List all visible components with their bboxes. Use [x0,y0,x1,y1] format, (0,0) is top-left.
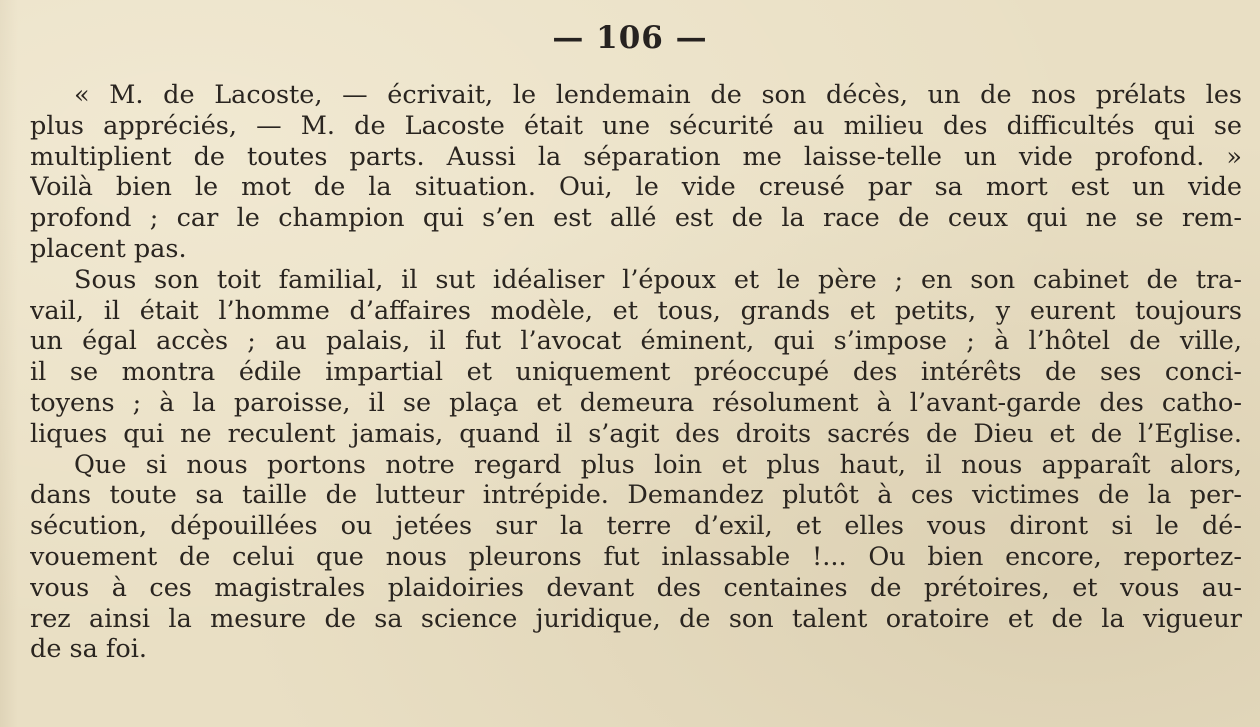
text-line: il se montra édile impartial et uniquement préoccupé des intérêts de ses conci- [30,357,1242,388]
text-line: liques qui ne reculent jamais, quand il s’agit des droits sacrés de Dieu et de l’Eglise. [30,418,1242,449]
page-number: — 106 — [552,20,708,56]
text-line: rez ainsi la mesure de sa science juridique, de son talent oratoire et de la vigueur [30,603,1242,634]
text-line: vouement de celui que nous pleurons fut inlassable !... Ou bien encore, reportez- [30,541,1242,572]
text-line: toyens ; à la paroisse, il se plaça et demeura résolument à l’avant-garde des catho- [30,387,1242,418]
text-line: vail, il était l’homme d’affaires modèle, et tous, grands et petits, y eurent toujours [30,295,1242,326]
text-line: multiplient de toutes parts. Aussi la séparation me laisse-telle un vide profond. » [30,141,1242,172]
text-line: placent pas. [30,233,187,264]
text-line: « M. de Lacoste, — écrivait, le lendemain de son décès, un de nos prélats les [74,80,1242,110]
text-line: de sa foi. [30,634,147,665]
text-line: sécution, dépouillées ou jetées sur la terre d’exil, et elles vous diront si le dé- [30,511,1242,542]
body-text [30,80,1242,665]
text-line: Sous son toit familial, il sut idéaliser l’époux et le père ; en son cabinet de tra- [74,264,1242,295]
text-line: profond ; car le champion qui s’en est allé est de la race de ceux qui ne se rem- [30,203,1242,234]
text-line: vous à ces magistrales plaidoiries devant des centaines de prétoires, et vous au- [30,572,1242,603]
text-line: Voilà bien le mot de la situation. Oui, le vide creusé par sa mort est un vide [30,172,1242,203]
text-line: Que si nous portons notre regard plus loin et plus haut, il nous apparaît alors, [74,449,1242,480]
text-line: plus appréciés, — M. de Lacoste était une sécurité au milieu des difficultés qui se [30,110,1242,141]
text-line: dans toute sa taille de lutteur intrépide. Demandez plutôt à ces victimes de la per- [30,480,1242,511]
text-line: un égal accès ; au palais, il fut l’avocat éminent, qui s’impose ; à l’hôtel de ville, [30,326,1242,357]
